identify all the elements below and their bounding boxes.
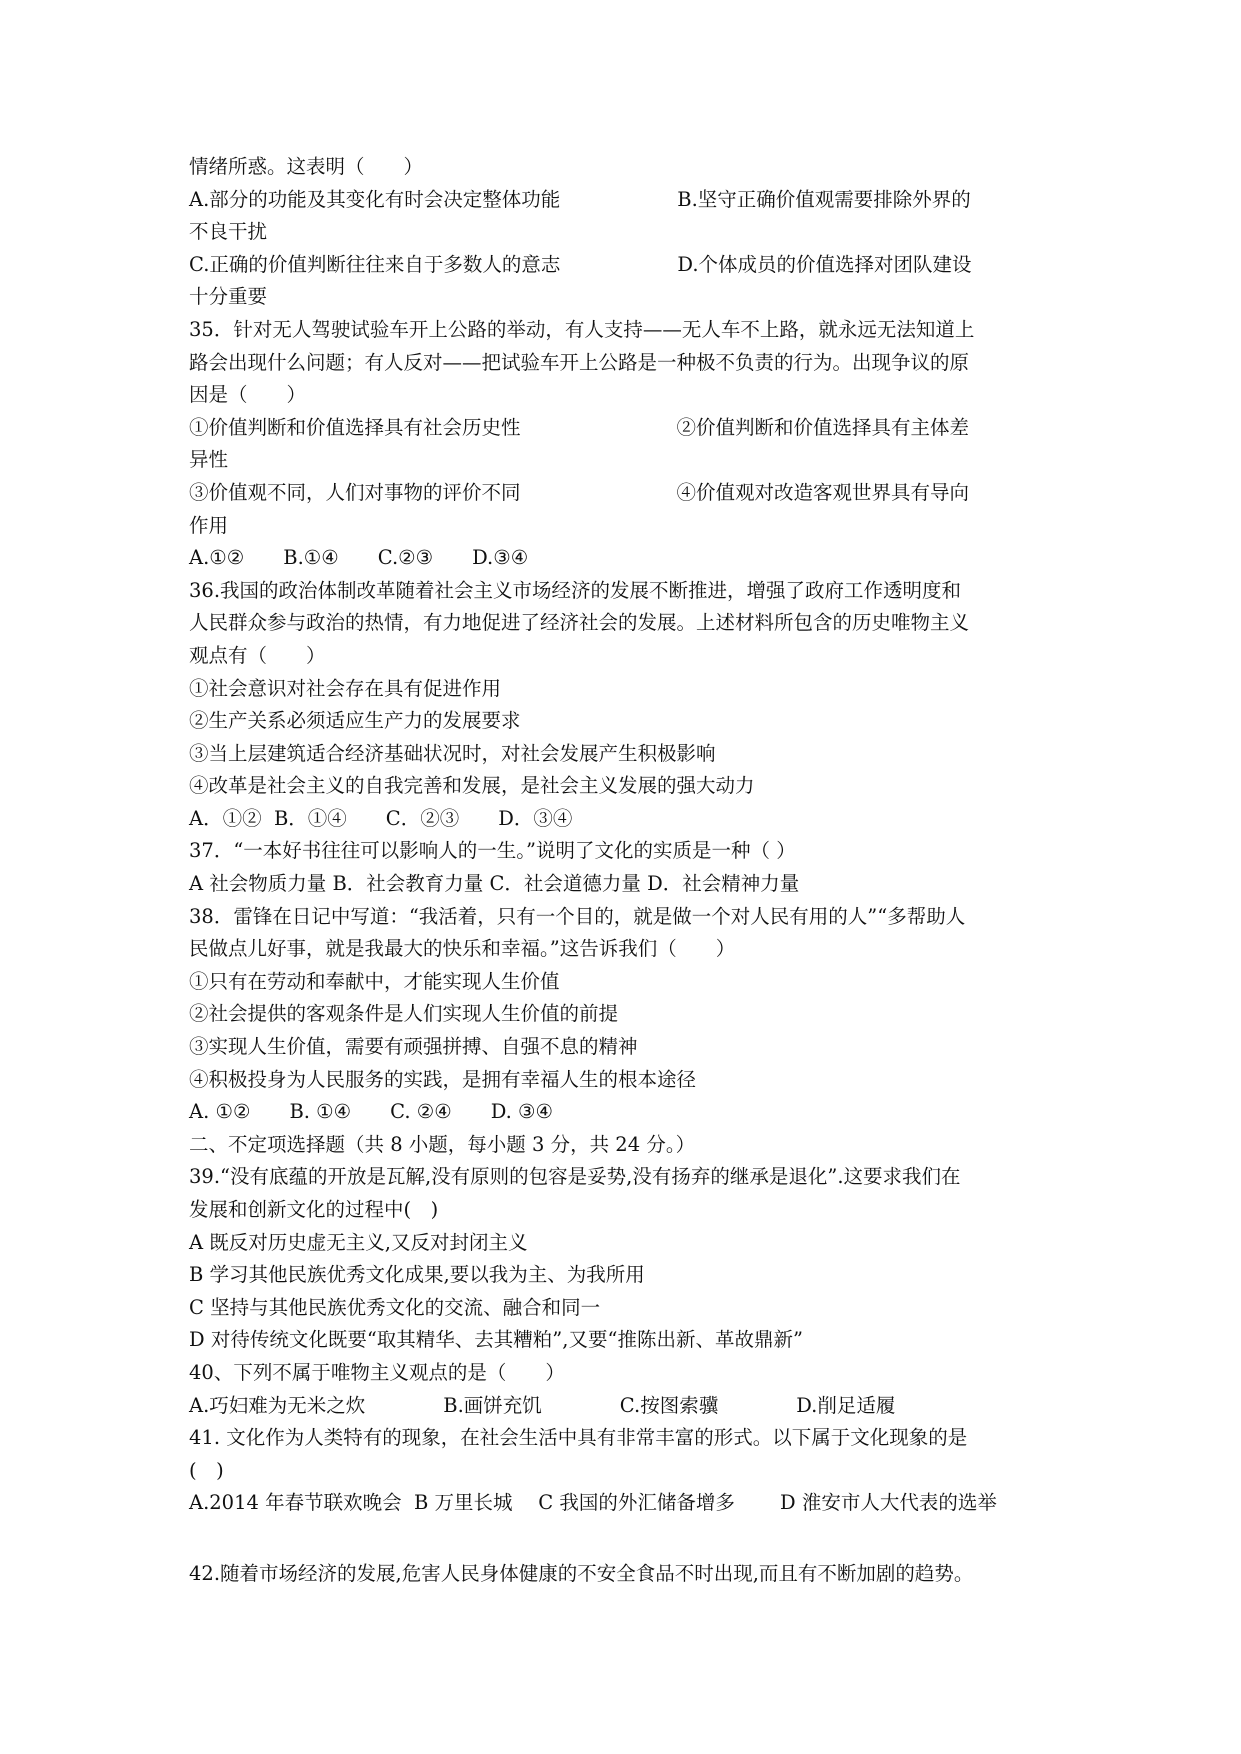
- text-line: 路会出现什么问题；有人反对——把试验车开上公路是一种极不负责的行为。出现争议的原: [189, 350, 970, 374]
- text-line: 42.随着市场经济的发展,危害人民身体健康的不安全食品不时出现,而且有不断加剧的趋势。: [189, 1561, 974, 1585]
- text-line: 39.“没有底蕴的开放是瓦解,没有原则的包容是妥势,没有扬弃的继承是退化”.这要求我们在: [189, 1165, 961, 1189]
- text-line: 二、不定项选择题（共 8 小题，每小题 3 分，共 24 分。）: [189, 1132, 696, 1156]
- text-line: B 学习其他民族优秀文化成果,要以我为主、为我所用: [189, 1263, 645, 1287]
- blank-gap: [189, 1520, 1059, 1558]
- text-line: 35．针对无人驾驶试验车开上公路的举动，有人支持——无人车不上路，就永远无法知道上: [189, 317, 975, 341]
- document-body: [189, 151, 1059, 1591]
- text-line: 因是（ ）: [189, 383, 307, 407]
- text-line: 人民群众参与政治的热情，有力地促进了经济社会的发展。上述材料所包含的历史唯物主义: [189, 611, 970, 635]
- text-line: ①社会意识对社会存在具有促进作用: [189, 676, 502, 700]
- text-line: 情绪所惑。这表明（ ）: [189, 155, 424, 178]
- text-line: 38．雷锋在日记中写道：“我活着，只有一个目的，就是做一个对人民有用的人”“多帮助人: [189, 904, 966, 928]
- text-line: C.正确的价值判断往往来自于多数人的意志 D.个体成员的价值选择对团队建设: [189, 252, 972, 276]
- text-line: ④改革是社会主义的自我完善和发展，是社会主义发展的强大动力: [189, 774, 755, 798]
- text-line: 不良干扰: [189, 220, 268, 244]
- text-line: 37．“一本好书往往可以影响人的一生。”说明了文化的实质是一种（ ）: [189, 839, 796, 863]
- text-line: A.①② B.①④ C.②③ D.③④: [189, 546, 529, 570]
- text-line: ( ): [189, 1458, 224, 1482]
- text-line: 民做点儿好事，就是我最大的快乐和幸福。”这告诉我们（ ）: [189, 937, 736, 961]
- text-line: A.巧妇难为无米之炊 B.画饼充饥 C.按图索骥 D.削足适履: [189, 1393, 896, 1417]
- text-line: A.2014 年春节联欢晚会 B 万里长城 C 我国的外汇储备增多 D 淮安市人大代表的选举: [189, 1491, 997, 1515]
- text-line: ③实现人生价值，需要有顽强拼搏、自强不息的精神: [189, 1035, 638, 1059]
- text-line: ①只有在劳动和奉献中，才能实现人生价值: [189, 969, 560, 993]
- text-line: ④积极投身为人民服务的实践，是拥有幸福人生的根本途径: [189, 1067, 697, 1091]
- text-line: 观点有（ ）: [189, 643, 326, 667]
- text-line: ③价值观不同，人们对事物的评价不同 ④价值观对改造客观世界具有导向: [189, 480, 970, 504]
- text-line: ②生产关系必须适应生产力的发展要求: [189, 709, 521, 733]
- text-line: A. ①② B. ①④ C. ②④ D. ③④: [189, 1100, 554, 1124]
- text-line: 异性: [189, 448, 229, 472]
- text-line: 36.我国的政治体制改革随着社会主义市场经济的发展不断推进，增强了政府工作透明度和: [189, 578, 962, 602]
- text-line: ②社会提供的客观条件是人们实现人生价值的前提: [189, 1002, 619, 1026]
- text-line: ③当上层建筑适合经济基础状况时，对社会发展产生积极影响: [189, 741, 716, 765]
- text-line: A．①② B．①④ C．②③ D．③④: [189, 806, 573, 830]
- text-line: C 坚持与其他民族优秀文化的交流、融合和同一: [189, 1295, 601, 1319]
- text-line: A 社会物质力量 B．社会教育力量 C．社会道德力量 D．社会精神力量: [189, 872, 800, 896]
- text-line: 十分重要: [189, 285, 268, 309]
- text-line: A.部分的功能及其变化有时会决定整体功能 B.坚守正确价值观需要排除外界的: [189, 187, 971, 211]
- text-line: 41. 文化作为人类特有的现象，在社会生活中具有非常丰富的形式。以下属于文化现象的是: [189, 1426, 968, 1450]
- text-line: A 既反对历史虚无主义,又反对封闭主义: [189, 1230, 528, 1254]
- text-line: 作用: [189, 513, 229, 537]
- text-line: 发展和创新文化的过程中( ): [189, 1198, 439, 1221]
- text-line: ①价值判断和价值选择具有社会历史性 ②价值判断和价值选择具有主体差: [189, 415, 970, 439]
- text-line: 40、下列不属于唯物主义观点的是（ ）: [189, 1360, 565, 1384]
- text-line: D 对待传统文化既要“取其精华、去其糟粕”,又要“推陈出新、革故鼎新”: [189, 1328, 803, 1352]
